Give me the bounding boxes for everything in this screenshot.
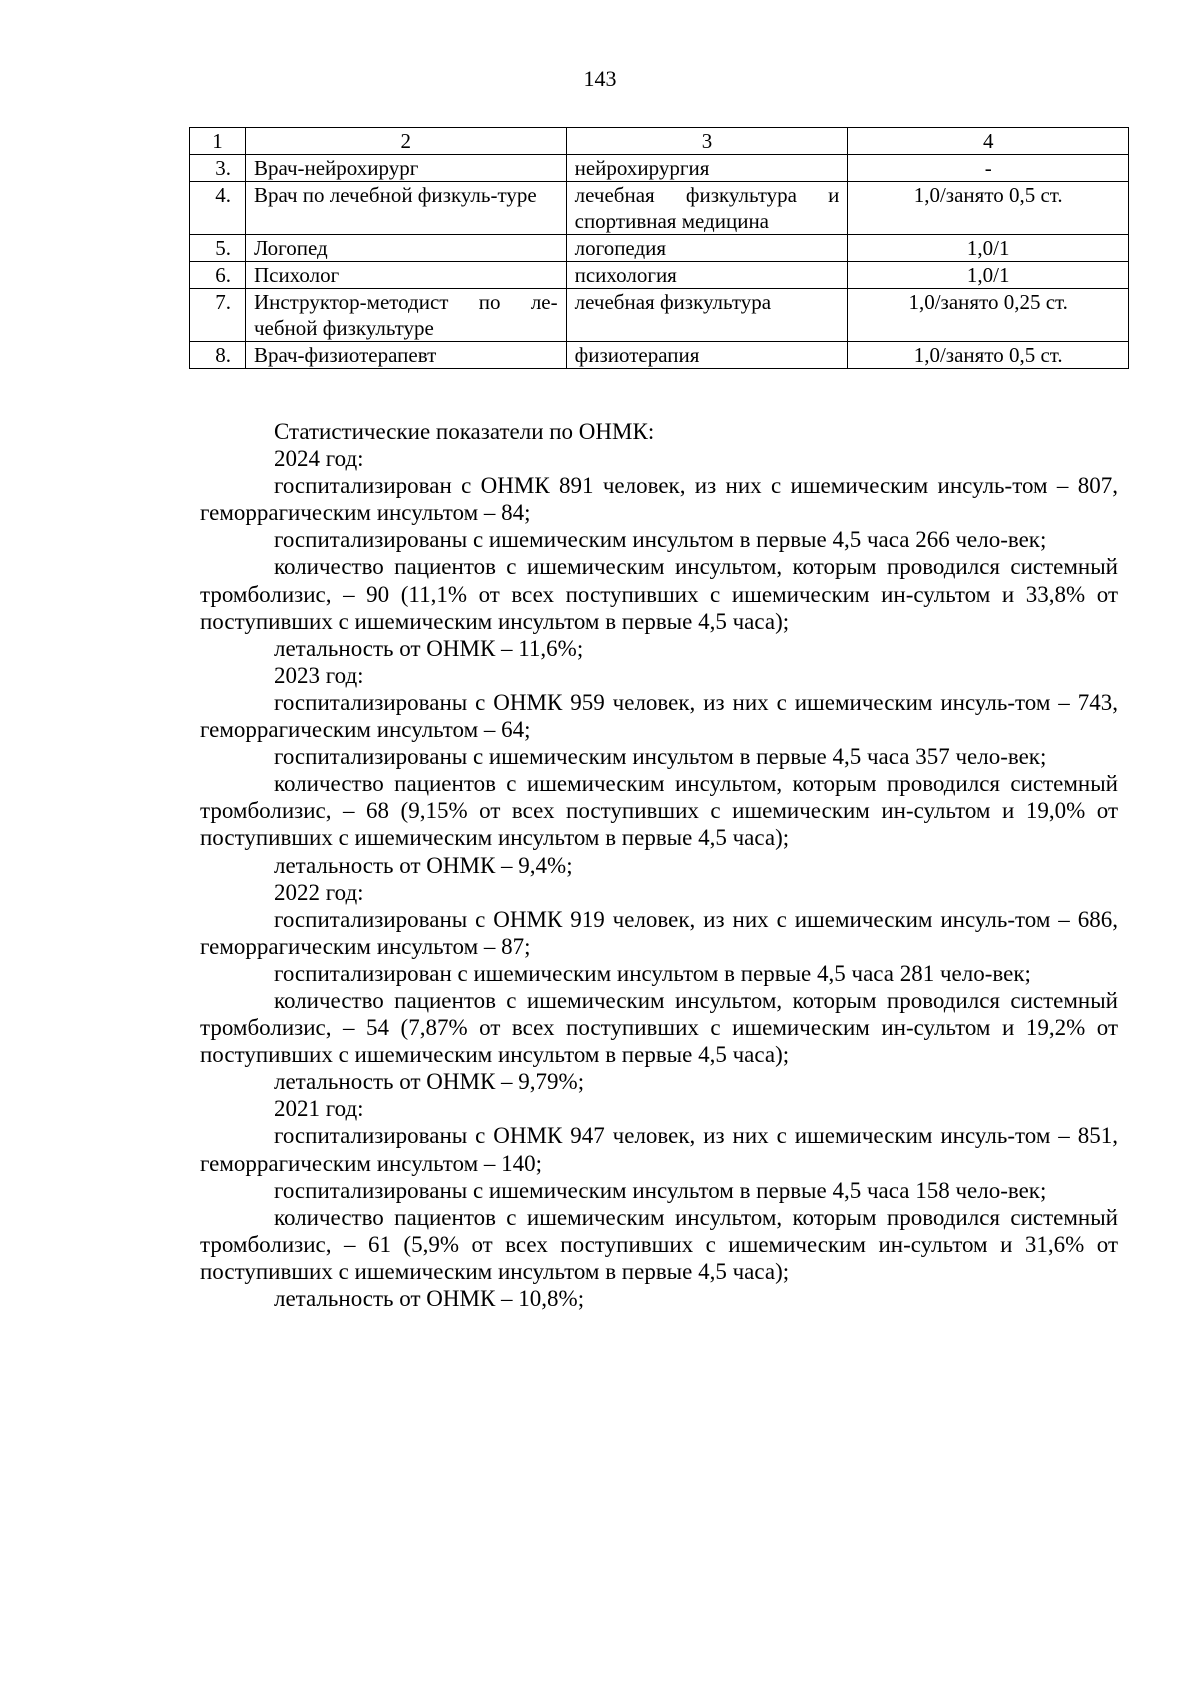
paragraph: госпитализированы с ОНМК 919 человек, из них с ишемическим инсуль-том – 686, геморрагическим инсультом – 87; <box>200 906 1118 959</box>
year-heading: 2023 год: <box>274 662 364 688</box>
table-header-cell: 4 <box>848 128 1129 155</box>
page-number: 143 <box>583 66 617 91</box>
row-number: 8. <box>190 342 246 369</box>
paragraph: госпитализированы с ОНМК 959 человек, из них с ишемическим инсуль-том – 743, геморрагическим инсультом – 64; <box>200 689 1118 743</box>
row-number: 4. <box>190 182 246 235</box>
position-cell: Логопед <box>245 235 566 262</box>
specialty-cell: физиотерапия <box>566 342 848 369</box>
table-row <box>190 235 1129 262</box>
year-heading: 2021 год: <box>274 1096 364 1122</box>
table-row <box>190 342 1129 369</box>
row-number: 6. <box>190 262 246 289</box>
position-cell: Врач-нейрохирург <box>245 155 566 182</box>
statistics-text <box>200 418 1118 1312</box>
table-row <box>190 182 1129 235</box>
paragraph: летальность от ОНМК – 10,8%; <box>274 1286 585 1311</box>
position-cell: Врач-физиотерапевт <box>245 342 566 369</box>
position-cell: Психолог <box>245 262 566 289</box>
paragraph: госпитализированы с ишемическим инсультом в первые 4,5 часа 357 чело-век; <box>274 744 1047 770</box>
year-heading: 2022 год: <box>274 879 364 905</box>
table-row <box>190 262 1129 289</box>
table-header-cell: 2 <box>245 128 566 155</box>
table-header-cell: 1 <box>190 128 246 155</box>
rate-cell: 1,0/занято 0,25 ст. <box>848 289 1129 342</box>
specialty-cell: нейрохирургия <box>566 155 848 182</box>
table-row <box>190 155 1129 182</box>
paragraph: летальность от ОНМК – 11,6%; <box>274 635 584 661</box>
row-number: 7. <box>190 289 246 342</box>
specialty-cell: лечебная физкультура <box>566 289 848 342</box>
row-number: 5. <box>190 235 246 262</box>
rate-cell: 1,0/1 <box>848 262 1129 289</box>
paragraph: количество пациентов с ишемическим инсультом, которым проводился системный тромболизис, – 61 (5,9% от всех поступивших с ишемическим ин-сультом и 31,6% от поступивших с ишемическим инсультом в первые 4,5 часа); <box>200 1204 1118 1284</box>
paragraph: госпитализированы с ишемическим инсультом в первые 4,5 часа 158 чело-век; <box>274 1177 1047 1203</box>
paragraph: госпитализированы с ишемическим инсультом в первые 4,5 часа 266 чело-век; <box>274 527 1047 553</box>
paragraph: госпитализирован с ОНМК 891 человек, из них с ишемическим инсуль-том – 807, геморрагическим инсультом – 84; <box>200 473 1118 526</box>
paragraph: количество пациентов с ишемическим инсультом, которым проводился системный тромболизис, – 54 (7,87% от всех поступивших с ишемическим ин-сультом и 19,2% от поступивших с ишемическим инсультом в первые 4,5 часа); <box>200 987 1118 1068</box>
row-number: 3. <box>190 155 246 182</box>
rate-cell: 1,0/1 <box>848 235 1129 262</box>
paragraph: летальность от ОНМК – 9,4%; <box>274 852 573 878</box>
specialty-cell: психология <box>566 262 848 289</box>
year-heading: 2024 год: <box>274 446 364 472</box>
paragraph: госпитализирован с ишемическим инсультом в первые 4,5 часа 281 чело-век; <box>274 960 1031 986</box>
paragraph: количество пациентов с ишемическим инсультом, которым проводился системный тромболизис, – 90 (11,1% от всех поступивших с ишемическим ин-сультом и 33,8% от поступивших с ишемическим инсультом в первые 4,5 часа); <box>200 554 1118 634</box>
specialty-cell: логопедия <box>566 235 848 262</box>
paragraph: летальность от ОНМК – 9,79%; <box>274 1069 585 1095</box>
table-header-cell: 3 <box>566 128 848 155</box>
rate-cell: 1,0/занято 0,5 ст. <box>848 182 1129 235</box>
rate-cell: 1,0/занято 0,5 ст. <box>848 342 1129 369</box>
paragraph: количество пациентов с ишемическим инсультом, которым проводился системный тромболизис, – 68 (9,15% от всех поступивших с ишемическим ин-сультом и 19,0% от поступивших с ишемическим инсультом в первые 4,5 часа); <box>200 771 1118 851</box>
section-heading: Статистические показатели по ОНМК: <box>274 419 655 444</box>
rate-cell: - <box>848 155 1129 182</box>
paragraph: госпитализированы с ОНМК 947 человек, из них с ишемическим инсуль-том – 851, геморрагическим инсультом – 140; <box>200 1123 1118 1176</box>
staffing-table <box>189 127 1129 369</box>
table-row <box>190 289 1129 342</box>
table-header-row <box>190 128 1129 155</box>
position-cell: Врач по лечебной физкуль-туре <box>245 182 566 235</box>
position-cell: Инструктор-методист по ле-чебной физкультуре <box>245 289 566 342</box>
specialty-cell: лечебная физкультура и спортивная медицина <box>566 182 848 235</box>
